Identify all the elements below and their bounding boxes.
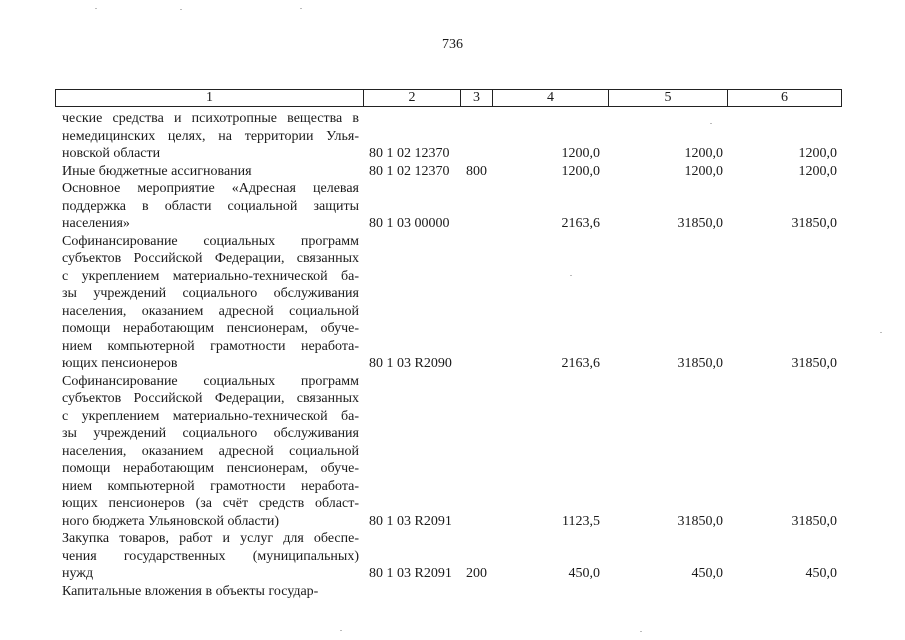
description-line: нием компьютерной грамотности неработа- [62,478,359,494]
row-description [62,530,359,583]
description-line: Иные бюджетные ассигнования [62,163,252,179]
description-line: Софинансирование социальных программ [62,373,359,389]
description-line: чения государственных (муниципальных) [62,548,359,564]
row-code: 80 1 03 00000 [369,216,450,231]
row-code: 80 1 03 R2090 [369,356,452,371]
row-value-col4: 1200,0 [561,146,600,161]
scan-speck [340,630,342,631]
description-line: населения, оказанием адресной социальной [62,303,359,319]
scan-speck [570,275,572,276]
row-value-col5: 31850,0 [677,513,723,529]
scan-speck [710,123,712,124]
row-value-col5: 31850,0 [677,356,723,371]
row-value-col4: 2163,6 [561,216,600,231]
row-value-col4: 1200,0 [561,163,600,179]
header-col-4: 4 [492,90,608,106]
row-description [62,110,359,163]
row-description [62,180,359,233]
row-expense-type: 800 [466,163,487,179]
description-line: Закупка товаров, работ и услуг для обеспе- [62,531,359,546]
row-value-col4: 2163,6 [561,356,600,371]
row-value-col4: 1123,5 [562,513,600,529]
description-line: Капитальные вложения в объекты государ- [62,583,319,599]
row-description [62,373,359,531]
scan-speck [180,9,182,10]
row-code: 80 1 02 12370 [369,146,450,161]
row-description [62,233,359,373]
description-line: ющих пенсионеров (за счёт средств област- [62,496,359,511]
row-value-col6: 450,0 [805,566,837,581]
description-line: зы учреждений социального обслуживания [62,426,359,441]
description-line: ного бюджета Ульяновской области) [62,513,280,529]
row-expense-type: 200 [466,566,487,581]
description-line: субъектов Российской Федерации, связанных [62,391,359,406]
row-description [62,163,359,181]
description-line: Софинансирование социальных программ [62,233,359,249]
scan-speck [300,8,302,9]
row-value-col6: 1200,0 [798,163,837,179]
description-line: ющих пенсионеров [62,356,178,371]
description-line: помощи неработающим пенсионерам, обуче- [62,461,359,476]
description-line: с укреплением материально-технической ба- [62,408,359,424]
description-line: немедицинских целях, на территории Улья- [62,128,359,144]
row-value-col6: 31850,0 [791,356,837,371]
row-description [62,583,359,601]
header-col-5: 5 [608,90,727,106]
description-line: нужд [62,566,94,581]
row-value-col5: 450,0 [691,566,723,581]
description-line: ческие средства и психотропные вещества в [62,111,359,126]
scan-speck [640,631,642,632]
description-line: с укреплением материально-технической ба- [62,268,359,284]
row-value-col6: 31850,0 [791,216,837,231]
description-line: зы учреждений социального обслуживания [62,286,359,301]
description-line: Основное мероприятие «Адресная целевая [62,181,359,196]
description-line: населения» [62,216,130,231]
table-header [55,89,842,107]
row-value-col6: 31850,0 [791,513,837,529]
row-value-col5: 31850,0 [677,216,723,231]
description-line: нием компьютерной грамотности неработа- [62,338,359,354]
description-line: поддержка в области социальной защиты [62,198,359,214]
header-col-1: 1 [206,90,213,105]
scan-speck [95,8,97,9]
row-code: 80 1 03 R2091 [369,566,452,581]
row-code: 80 1 02 12370 [369,163,450,179]
row-value-col6: 1200,0 [798,146,837,161]
row-code: 80 1 03 R2091 [369,513,452,529]
description-line: помощи неработающим пенсионерам, обуче- [62,321,359,336]
page-number: 736 [442,37,463,52]
scan-speck [880,332,882,333]
row-value-col5: 1200,0 [684,146,723,161]
description-line: населения, оказанием адресной социальной [62,443,359,459]
header-col-3: 3 [460,90,492,106]
description-line: субъектов Российской Федерации, связанных [62,251,359,266]
header-col-2: 2 [363,90,460,106]
description-line: новской области [62,146,161,161]
row-value-col4: 450,0 [568,566,600,581]
row-value-col5: 1200,0 [684,163,723,179]
header-col-6: 6 [727,90,841,106]
